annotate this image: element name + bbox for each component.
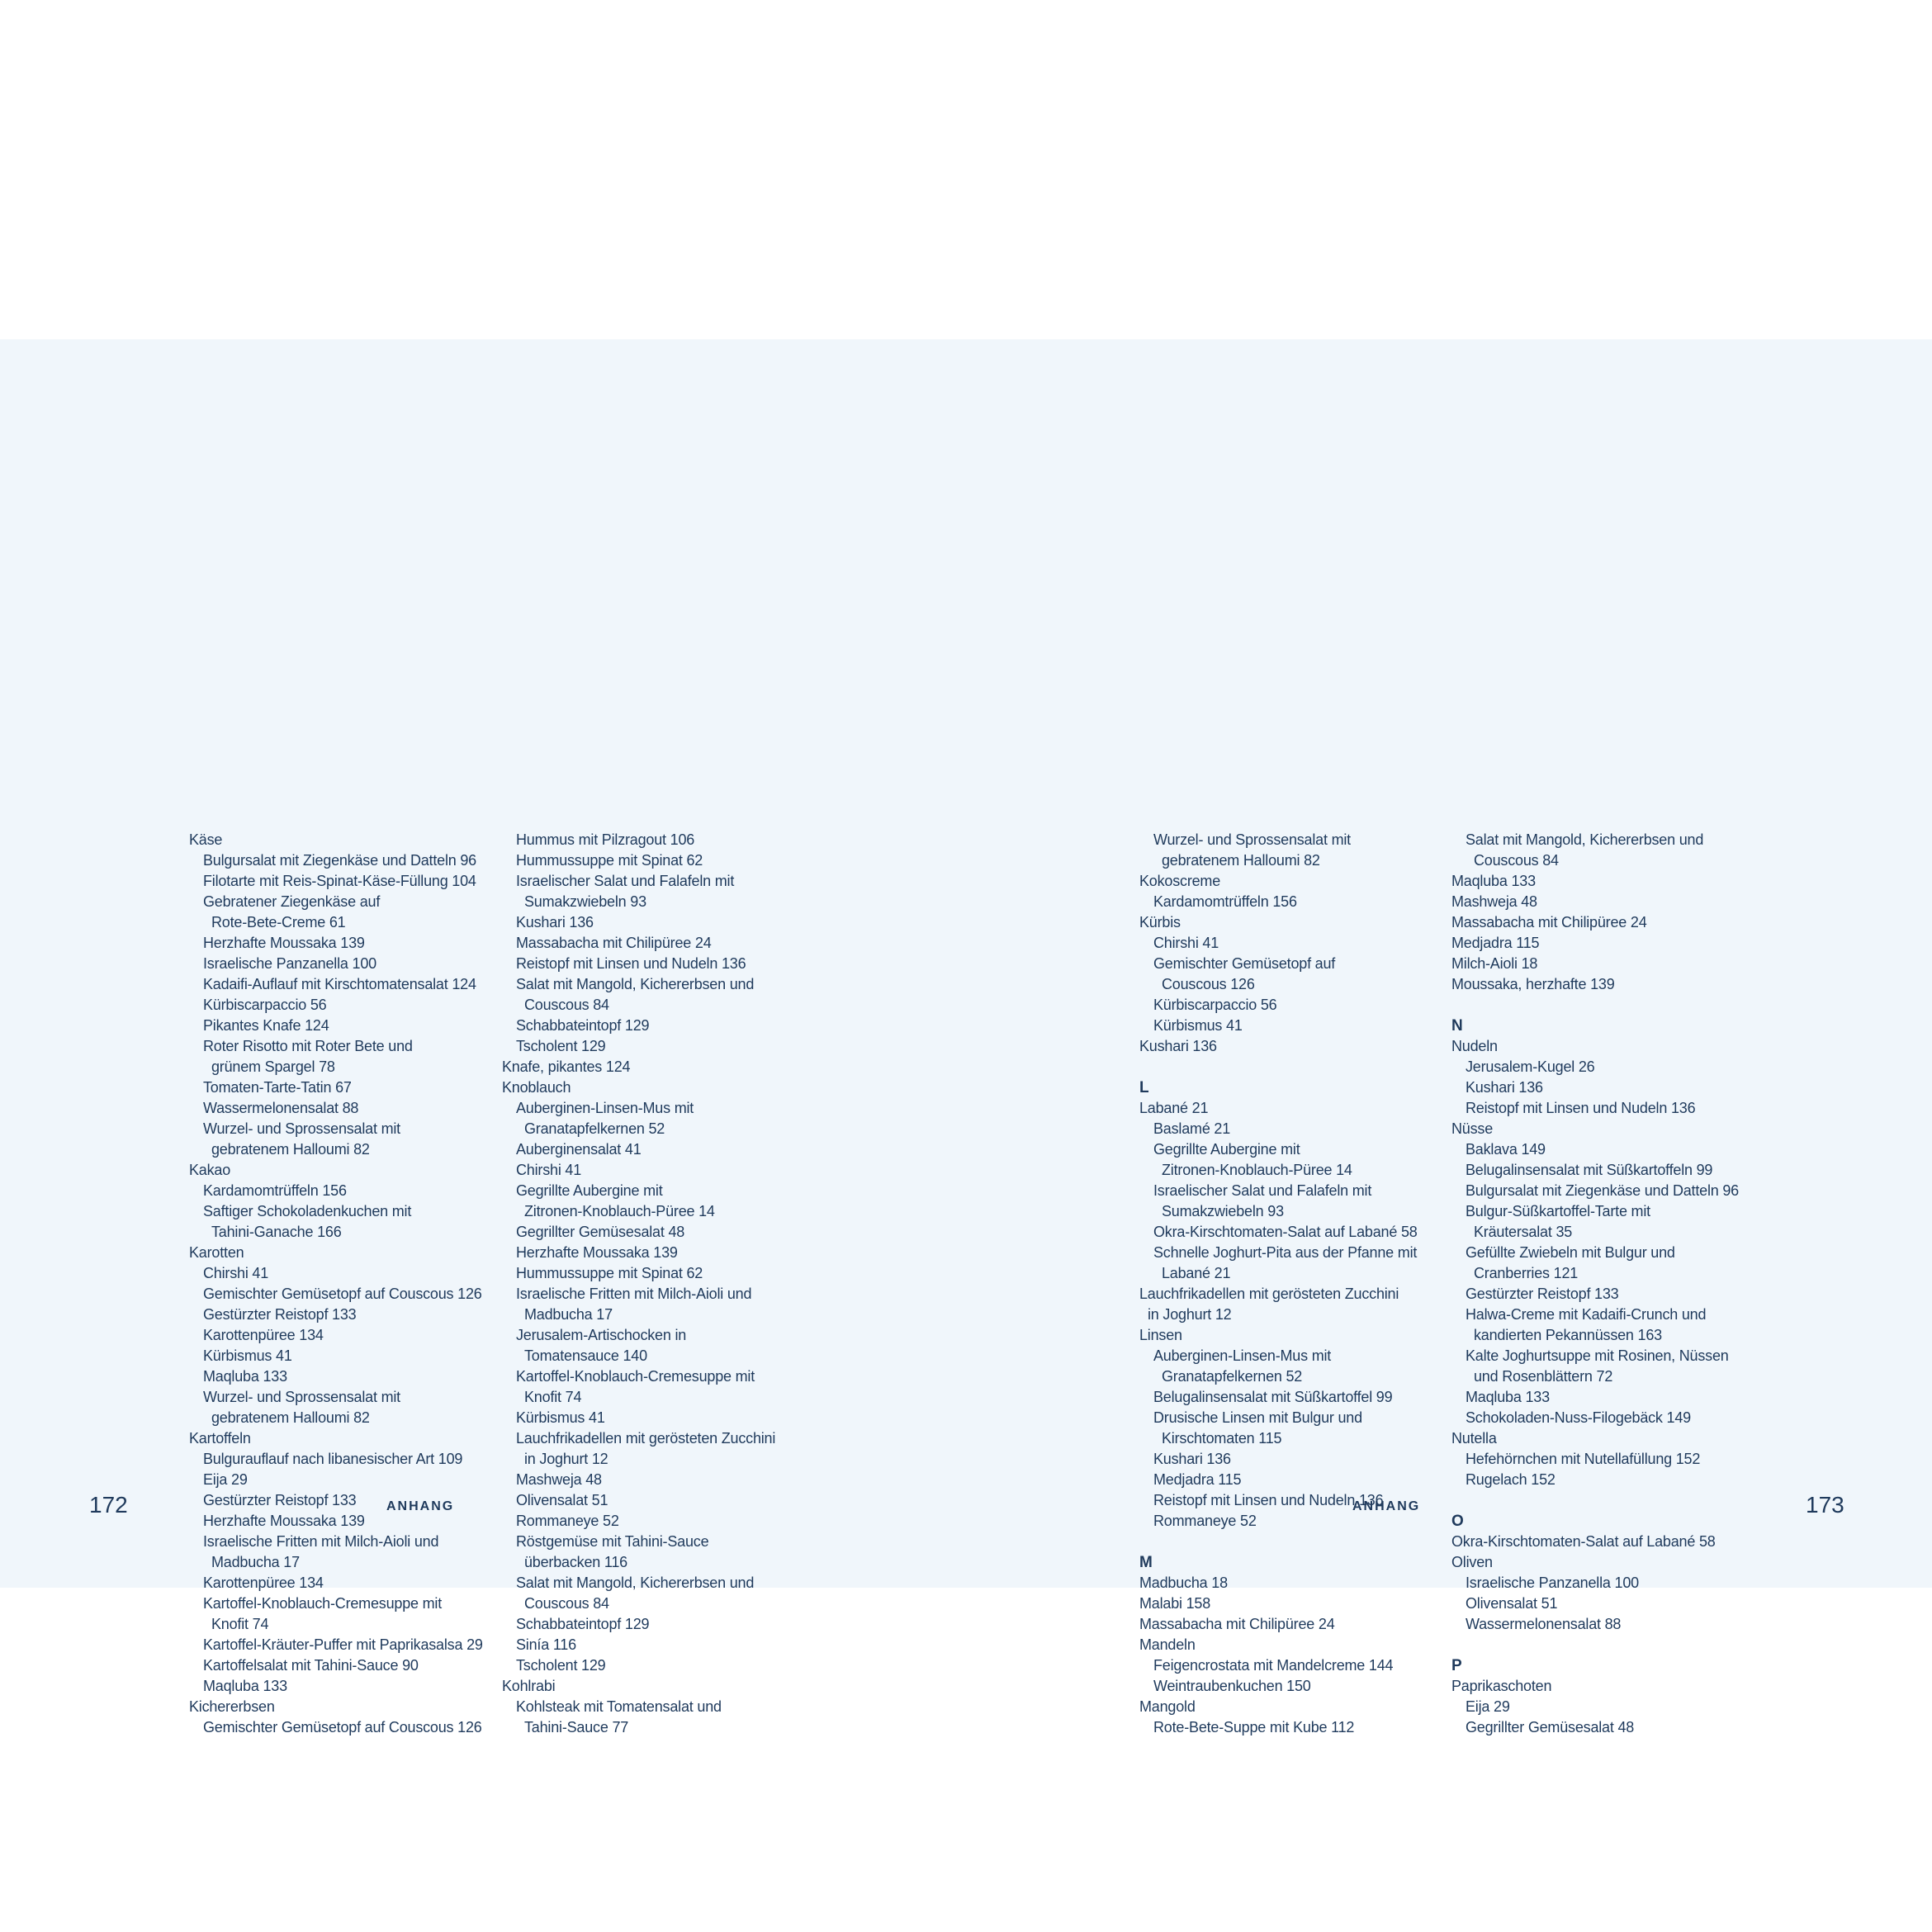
index-spacer — [1451, 1635, 1749, 1655]
index-sub-entry: gebratenem Halloumi 82 — [211, 1409, 370, 1426]
index-main-entry: Kohlrabi — [502, 1678, 556, 1694]
index-sub-entry: Zitronen-Knoblauch-Püree 14 — [1162, 1162, 1352, 1178]
page-number-right: 173 — [1806, 1492, 1844, 1518]
index-sub-entry: Kushari 136 — [516, 914, 594, 930]
index-sub-entry: Gestürzter Reistopf 133 — [203, 1306, 357, 1323]
index-sub-entry: Gefüllte Zwiebeln mit Bulgur und — [1466, 1244, 1675, 1261]
index-sub-entry: Halwa-Creme mit Kadaifi-Crunch und — [1466, 1306, 1707, 1323]
index-sub-entry: Israelische Fritten mit Milch-Aioli und — [516, 1286, 752, 1302]
index-sub-entry: Wassermelonensalat 88 — [1466, 1616, 1622, 1632]
index-sub-entry: Knofit 74 — [211, 1616, 269, 1632]
book-spread — [0, 339, 1932, 1735]
index-sub-entry: Kadaifi-Auflauf mit Kirschtomatensalat 124 — [203, 976, 476, 992]
index-sub-entry: Herzhafte Moussaka 139 — [203, 1513, 365, 1529]
index-main-entry: Kichererbsen — [189, 1698, 275, 1715]
index-sub-entry: Hefehörnchen mit Nutellafüllung 152 — [1466, 1451, 1701, 1467]
index-section-letter: P — [1451, 1657, 1462, 1674]
index-sub-entry: Schokoladen-Nuss-Filogebäck 149 — [1466, 1409, 1691, 1426]
index-main-entry: Nutella — [1451, 1430, 1497, 1447]
index-section-letter: L — [1139, 1079, 1149, 1096]
index-main-entry: Massabacha mit Chilipüree 24 — [1139, 1616, 1335, 1632]
index-main-entry: Mashweja 48 — [1451, 893, 1537, 910]
index-sub-entry: Maqluba 133 — [1466, 1389, 1550, 1405]
index-sub-entry: Bulgurauflauf nach libanesischer Art 109 — [203, 1451, 463, 1467]
index-sub-entry: Drusische Linsen mit Bulgur und — [1153, 1409, 1362, 1426]
index-sub-entry: Madbucha 17 — [211, 1554, 300, 1570]
index-sub-entry: Knofit 74 — [524, 1389, 582, 1405]
index-sub-entry: Tomatensauce 140 — [524, 1347, 647, 1364]
index-sub-entry: Gemischter Gemüsetopf auf — [1153, 955, 1336, 972]
index-sub-entry: Gestürzter Reistopf 133 — [1466, 1286, 1619, 1302]
index-sub-entry: überbacken 116 — [524, 1554, 627, 1570]
index-sub-entry: Tscholent 129 — [516, 1038, 606, 1054]
index-sub-entry: Röstgemüse mit Tahini-Sauce — [516, 1533, 709, 1550]
index-section-letter: N — [1451, 1017, 1463, 1035]
index-sub-entry: Chirshi 41 — [1153, 935, 1219, 951]
index-sub-entry: Maqluba 133 — [203, 1678, 287, 1694]
index-sub-entry: Israelische Panzanella 100 — [1466, 1574, 1639, 1591]
index-sub-entry: Granatapfelkernen 52 — [524, 1120, 665, 1137]
index-sub-entry: Karottenpüree 134 — [203, 1327, 324, 1343]
index-sub-entry: Herzhafte Moussaka 139 — [203, 935, 365, 951]
index-sub-entry: Feigencrostata mit Mandelcreme 144 — [1153, 1657, 1394, 1674]
index-main-entry: Medjadra 115 — [1451, 935, 1540, 951]
index-sub-entry: Kushari 136 — [1466, 1079, 1543, 1096]
index-main-entry: Madbucha 18 — [1139, 1574, 1228, 1591]
index-sub-entry: Sinía 116 — [516, 1636, 576, 1653]
index-sub-entry: Weintraubenkuchen 150 — [1153, 1678, 1311, 1694]
index-sub-entry: Zitronen-Knoblauch-Püree 14 — [524, 1203, 715, 1219]
index-sub-entry: Salat mit Mangold, Kichererbsen und — [516, 1574, 755, 1591]
index-sub-entry: Kardamomtrüffeln 156 — [203, 1182, 347, 1199]
index-sub-entry: Mashweja 48 — [516, 1471, 602, 1488]
index-sub-entry: Gemischter Gemüsetopf auf Couscous 126 — [203, 1719, 482, 1735]
index-sub-entry: Belugalinsensalat mit Süßkartoffel 99 — [1153, 1389, 1393, 1405]
index-column-4 — [1451, 830, 1749, 1738]
index-sub-entry: Sumakzwiebeln 93 — [524, 893, 646, 910]
index-sub-entry: kandierten Pekannüssen 163 — [1474, 1327, 1662, 1343]
index-main-entry: Karotten — [189, 1244, 244, 1261]
index-sub-entry: Gemischter Gemüsetopf auf Couscous 126 — [203, 1286, 482, 1302]
index-sub-entry: Bulgur-Süßkartoffel-Tarte mit — [1466, 1203, 1650, 1219]
index-sub-entry: Granatapfelkernen 52 — [1162, 1368, 1303, 1385]
index-sub-entry: Gegrillte Aubergine mit — [1153, 1141, 1300, 1158]
index-main-entry: Nudeln — [1451, 1038, 1498, 1054]
index-sub-entry: in Joghurt 12 — [524, 1451, 608, 1467]
index-sub-entry: Kürbiscarpaccio 56 — [203, 997, 327, 1013]
index-sub-entry: Israelischer Salat und Falafeln mit — [1153, 1182, 1372, 1199]
index-main-entry: Moussaka, herzhafte 139 — [1451, 976, 1615, 992]
index-sub-entry: Roter Risotto mit Roter Bete und — [203, 1038, 413, 1054]
index-main-entry: Kürbis — [1139, 914, 1181, 930]
index-sub-entry: Filotarte mit Reis-Spinat-Käse-Füllung 104 — [203, 873, 476, 889]
index-section-letter: M — [1139, 1554, 1153, 1571]
index-main-entry: Linsen — [1139, 1327, 1182, 1343]
index-spacer — [1139, 1057, 1437, 1077]
index-sub-entry: Kartoffelsalat mit Tahini-Sauce 90 — [203, 1657, 419, 1674]
index-sub-entry: Madbucha 17 — [524, 1306, 613, 1323]
index-sub-entry: Hummussuppe mit Spinat 62 — [516, 1265, 703, 1281]
index-sub-entry: Saftiger Schokoladenkuchen mit — [203, 1203, 412, 1219]
index-sub-entry: Massabacha mit Chilipüree 24 — [516, 935, 712, 951]
index-main-entry: Mangold — [1139, 1698, 1196, 1715]
index-sub-entry: Olivensalat 51 — [1466, 1595, 1558, 1612]
index-sub-entry: Schnelle Joghurt-Pita aus der Pfanne mit — [1153, 1244, 1418, 1261]
index-sub-entry: Schabbateintopf 129 — [516, 1017, 650, 1034]
index-sub-entry: Wassermelonensalat 88 — [203, 1100, 359, 1116]
index-sub-entry: Cranberries 121 — [1474, 1265, 1579, 1281]
index-sub-entry: Gegrillter Gemüsesalat 48 — [516, 1224, 685, 1240]
index-sub-entry: Herzhafte Moussaka 139 — [516, 1244, 678, 1261]
index-sub-entry: Wurzel- und Sprossensalat mit — [203, 1389, 400, 1405]
index-sub-entry: Hummussuppe mit Spinat 62 — [516, 852, 703, 869]
index-sub-entry: Bulgursalat mit Ziegenkäse und Datteln 96 — [1466, 1182, 1739, 1199]
index-sub-entry: Tomaten-Tarte-Tatin 67 — [203, 1079, 352, 1096]
index-sub-entry: Kirschtomaten 115 — [1162, 1430, 1282, 1447]
index-main-entry: Oliven — [1451, 1554, 1493, 1570]
index-sub-entry: Baklava 149 — [1466, 1141, 1546, 1158]
index-main-entry: Kokoscreme — [1139, 873, 1221, 889]
index-sub-entry: Salat mit Mangold, Kichererbsen und — [1466, 831, 1704, 848]
index-main-entry: Knafe, pikantes 124 — [502, 1058, 631, 1075]
index-sub-entry: Belugalinsensalat mit Süßkartoffeln 99 — [1466, 1162, 1713, 1178]
index-sub-entry: Reistopf mit Linsen und Nudeln 136 — [516, 955, 746, 972]
index-sub-entry: Auberginen-Linsen-Mus mit — [1153, 1347, 1332, 1364]
index-sub-entry: Gebratener Ziegenkäse auf — [203, 893, 381, 910]
index-sub-entry: Karottenpüree 134 — [203, 1574, 324, 1591]
index-main-entry: Knoblauch — [502, 1079, 571, 1096]
running-head-right: ANHANG — [1352, 1499, 1421, 1513]
index-main-entry: Lauchfrikadellen mit gerösteten Zucchini — [1139, 1286, 1399, 1302]
index-sub-entry: Kartoffel-Knoblauch-Cremesuppe mit — [203, 1595, 443, 1612]
index-sub-entry: gebratenem Halloumi 82 — [211, 1141, 370, 1158]
index-main-entry: Mandeln — [1139, 1636, 1196, 1653]
index-sub-entry: Gegrillte Aubergine mit — [516, 1182, 663, 1199]
index-sub-entry: Jerusalem-Kugel 26 — [1466, 1058, 1595, 1075]
index-sub-entry: Maqluba 133 — [203, 1368, 287, 1385]
index-sub-entry: Schabbateintopf 129 — [516, 1616, 650, 1632]
index-sub-entry: Rote-Bete-Creme 61 — [211, 914, 346, 930]
index-sub-entry: grünem Spargel 78 — [211, 1058, 335, 1075]
index-sub-entry: Kräutersalat 35 — [1474, 1224, 1573, 1240]
index-sub-entry: Tahini-Sauce 77 — [524, 1719, 629, 1735]
index-sub-entry: Salat mit Mangold, Kichererbsen und — [516, 976, 755, 992]
index-main-entry: Malabi 158 — [1139, 1595, 1211, 1612]
index-sub-entry: Reistopf mit Linsen und Nudeln 136 — [1153, 1492, 1384, 1508]
index-sub-entry: Gestürzter Reistopf 133 — [203, 1492, 357, 1508]
running-head-left: ANHANG — [386, 1499, 455, 1513]
index-sub-entry: Israelischer Salat und Falafeln mit — [516, 873, 735, 889]
index-sub-entry: Chirshi 41 — [516, 1162, 582, 1178]
index-main-entry: Labané 21 — [1139, 1100, 1209, 1116]
index-column-2 — [502, 830, 799, 1738]
index-sub-entry: Jerusalem-Artischocken in — [516, 1327, 687, 1343]
index-sub-entry: Gegrillter Gemüsesalat 48 — [1466, 1719, 1635, 1735]
index-main-entry: Maqluba 133 — [1451, 873, 1536, 889]
index-sub-entry: Couscous 84 — [1474, 852, 1559, 869]
index-column-1 — [189, 830, 486, 1738]
index-sub-entry: Tahini-Ganache 166 — [211, 1224, 342, 1240]
index-sub-entry: Hummus mit Pilzragout 106 — [516, 831, 695, 848]
index-sub-entry: Kushari 136 — [1153, 1451, 1231, 1467]
index-sub-entry: Rugelach 152 — [1466, 1471, 1556, 1488]
index-main-entry: Kakao — [189, 1162, 231, 1178]
index-sub-entry: Rote-Bete-Suppe mit Kube 112 — [1153, 1719, 1355, 1735]
index-sub-entry: Kürbismus 41 — [203, 1347, 292, 1364]
index-sub-entry: Couscous 84 — [524, 1595, 609, 1612]
index-sub-entry: Baslamé 21 — [1153, 1120, 1231, 1137]
index-sub-entry: Kürbismus 41 — [516, 1409, 605, 1426]
index-main-entry: Kushari 136 — [1139, 1038, 1217, 1054]
index-sub-entry: Olivensalat 51 — [516, 1492, 608, 1508]
index-sub-entry: Bulgursalat mit Ziegenkäse und Datteln 96 — [203, 852, 476, 869]
index-main-entry: Milch-Aioli 18 — [1451, 955, 1538, 972]
index-sub-entry: Couscous 84 — [524, 997, 609, 1013]
index-sub-entry: Lauchfrikadellen mit gerösteten Zucchini — [516, 1430, 776, 1447]
index-sub-entry: Eija 29 — [1466, 1698, 1510, 1715]
index-sub-entry: Auberginen-Linsen-Mus mit — [516, 1100, 694, 1116]
index-sub-entry: Medjadra 115 — [1153, 1471, 1242, 1488]
index-spacer — [1451, 995, 1749, 1016]
index-sub-entry: Rommaneye 52 — [516, 1513, 619, 1529]
index-sub-entry: Okra-Kirschtomaten-Salat auf Labané 58 — [1153, 1224, 1418, 1240]
index-main-entry: Paprikaschoten — [1451, 1678, 1552, 1694]
index-sub-entry: Kartoffel-Kräuter-Puffer mit Paprikasalsa 29 — [203, 1636, 483, 1653]
index-sub-entry: Labané 21 — [1162, 1265, 1231, 1281]
page-number-left: 172 — [89, 1492, 128, 1518]
index-sub-entry: Tscholent 129 — [516, 1657, 606, 1674]
index-sub-entry: Wurzel- und Sprossensalat mit — [203, 1120, 400, 1137]
index-sub-entry: Pikantes Knafe 124 — [203, 1017, 329, 1034]
index-spacer — [1139, 1532, 1437, 1552]
index-sub-entry: Kohlsteak mit Tomatensalat und — [516, 1698, 722, 1715]
index-sub-entry: Kartoffel-Knoblauch-Cremesuppe mit — [516, 1368, 755, 1385]
index-sub-entry: Rommaneye 52 — [1153, 1513, 1257, 1529]
index-main-entry: Kartoffeln — [189, 1430, 251, 1447]
index-sub-entry: Reistopf mit Linsen und Nudeln 136 — [1466, 1100, 1696, 1116]
index-sub-entry: Israelische Fritten mit Milch-Aioli und — [203, 1533, 439, 1550]
index-main-entry: Okra-Kirschtomaten-Salat auf Labané 58 — [1451, 1533, 1716, 1550]
index-sub-entry: Kardamomtrüffeln 156 — [1153, 893, 1297, 910]
index-main-entry: Nüsse — [1451, 1120, 1494, 1137]
index-sub-entry: Israelische Panzanella 100 — [203, 955, 376, 972]
index-sub-entry: Chirshi 41 — [203, 1265, 269, 1281]
index-sub-entry: Sumakzwiebeln 93 — [1162, 1203, 1284, 1219]
index-sub-entry: Eija 29 — [203, 1471, 248, 1488]
index-sub-entry: und Rosenblättern 72 — [1474, 1368, 1613, 1385]
index-sub-entry: gebratenem Halloumi 82 — [1162, 852, 1320, 869]
index-sub-entry: in Joghurt 12 — [1148, 1306, 1232, 1323]
index-section-letter: O — [1451, 1513, 1464, 1530]
index-sub-entry: Kalte Joghurtsuppe mit Rosinen, Nüssen — [1466, 1347, 1729, 1364]
index-sub-entry: Auberginensalat 41 — [516, 1141, 642, 1158]
index-spacer — [1451, 1490, 1749, 1511]
index-main-entry: Käse — [189, 831, 223, 848]
index-sub-entry: Kürbiscarpaccio 56 — [1153, 997, 1277, 1013]
index-sub-entry: Kürbismus 41 — [1153, 1017, 1243, 1034]
index-column-3 — [1139, 830, 1437, 1738]
index-sub-entry: Wurzel- und Sprossensalat mit — [1153, 831, 1351, 848]
index-sub-entry: Couscous 126 — [1162, 976, 1255, 992]
index-main-entry: Massabacha mit Chilipüree 24 — [1451, 914, 1647, 930]
